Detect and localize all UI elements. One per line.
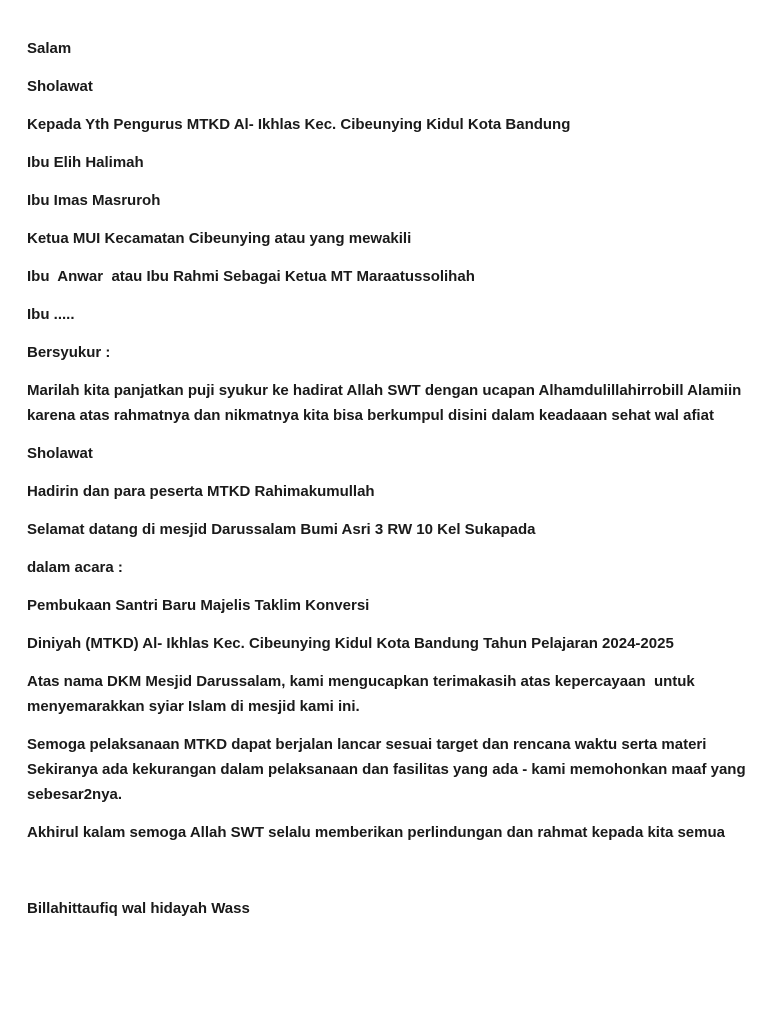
event-name-continued: Diniyah (MTKD) Al- Ikhlas Kec. Cibeunying Kidul Kota Bandung Tahun Pelajaran 2024-2025 (27, 635, 674, 652)
gratitude-paragraph: Marilah kita panjatkan puji syukur ke hadirat Allah SWT dengan ucapan Alhamdulillahirrobill Alamiin karena atas rahmatnya dan nikmatnya kita bisa berkumpul disini dalam keadaaan sehat wal afiat (27, 382, 746, 424)
addressee-line: Kepada Yth Pengurus MTKD Al- Ikhlas Kec. Cibeunying Kidul Kota Bandung (27, 116, 571, 133)
closing-paragraph: Akhirul kalam semoga Allah SWT selalu memberikan perlindungan dan rahmat kepada kita semua (27, 824, 725, 841)
audience-greeting: Hadirin dan para peserta MTKD Rahimakumullah (27, 483, 375, 500)
hope-paragraph: Semoga pelaksanaan MTKD dapat berjalan lancar sesuai target dan rencana waktu serta materi Sekiranya ada kekurangan dalam pelaksanaan dan fasilitas yang ada - kami memohonkan maaf yang sebesar2nya. (27, 736, 750, 803)
event-intro: dalam acara : (27, 559, 123, 576)
sholawat-heading: Sholawat (27, 78, 93, 95)
event-name: Pembukaan Santri Baru Majelis Taklim Konversi (27, 597, 370, 614)
addressee-line: Ibu Anwar atau Ibu Rahmi Sebagai Ketua MT Maraatussolihah (27, 268, 475, 285)
welcome-paragraph: Selamat datang di mesjid Darussalam Bumi Asri 3 RW 10 Kel Sukapada (27, 521, 536, 538)
thanks-paragraph: Atas nama DKM Mesjid Darussalam, kami mengucapkan terimakasih atas kepercayaan untuk menyemarakkan syiar Islam di mesjid kami ini. (27, 673, 699, 715)
addressee-line: Ketua MUI Kecamatan Cibeunying atau yang mewakili (27, 230, 412, 247)
sign-off: Billahittaufiq wal hidayah Wass (27, 900, 250, 917)
greeting-salam: Salam (27, 40, 72, 57)
addressee-line: Ibu Imas Masruroh (27, 192, 161, 209)
document-page (27, 36, 749, 934)
sholawat-heading: Sholawat (27, 445, 93, 462)
addressee-line: Ibu Elih Halimah (27, 154, 144, 171)
bersyukur-heading: Bersyukur : (27, 344, 111, 361)
addressee-line: Ibu ..... (27, 306, 75, 323)
